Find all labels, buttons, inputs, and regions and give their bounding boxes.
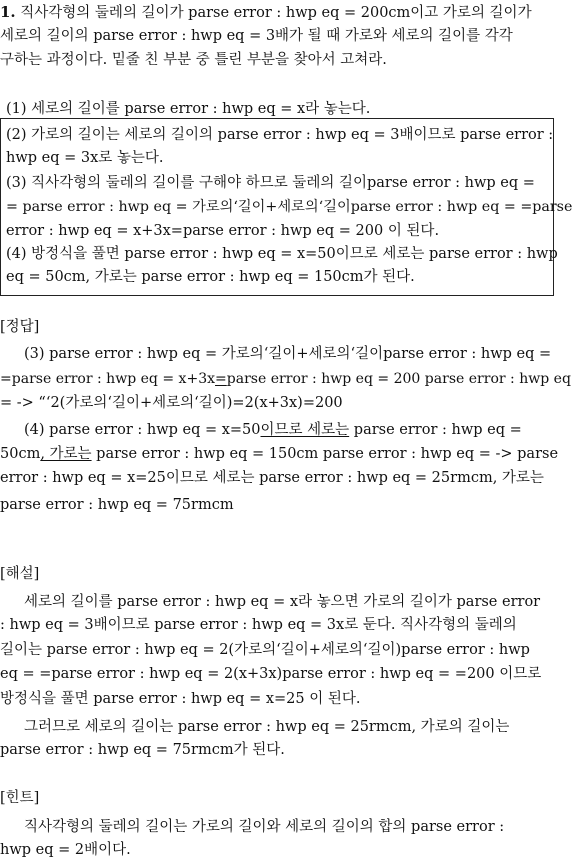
question-line-1 — [0, 1, 532, 24]
underlined-part: , 가로는 — [40, 446, 92, 462]
question-line-3: 구하는 과정이다. 밑줄 친 부분 중 틀린 부분을 찾아서 고쳐라. — [0, 52, 387, 68]
box-line-6: error : hwp eq = x+3x=parse error : hwp eq = 200 이 된다. — [6, 223, 440, 239]
explanation-line-6: 그러므로 세로의 길이는 parse error : hwp eq = 25rmcm, 가로의 길이는 — [24, 719, 510, 735]
explanation-line-2: : hwp eq = 3배이므로 parse error : hwp eq = 3x로 둔다. 직사각형의 둘레의 — [0, 617, 517, 633]
explanation-heading: [해설] — [0, 566, 40, 582]
explanation-line-7: parse error : hwp eq = 75rmcm가 된다. — [0, 742, 285, 758]
box-line-2: (2) 가로의 길이는 세로의 길이의 parse error : hwp eq = 3배이므로 parse error : — [6, 127, 554, 143]
box-line-8: eq = 50cm, 가로는 parse error : hwp eq = 150cm가 된다. — [6, 269, 415, 285]
underlined-part: 이므로 세로는 — [260, 422, 350, 438]
question-text: 직사각형의 둘레의 길이가 parse error : hwp eq = 200cm이고 가로의 길이가 — [20, 5, 532, 21]
hint-line-2: hwp eq = 2배이다. — [0, 842, 131, 858]
hint-line-1: 직사각형의 둘레의 길이는 가로의 길이와 세로의 길이의 합의 parse error : — [24, 819, 505, 835]
explanation-line-1: 세로의 길이를 parse error : hwp eq = x라 놓으면 가로의 길이가 parse error — [24, 594, 541, 610]
underlined-part: = — [215, 371, 227, 387]
explanation-line-3: 길이는 parse error : hwp eq = 2(가로의‘길이+세로의‘길이)parse error : hwp — [0, 642, 530, 658]
answer-line-4: (4) parse error : hwp eq = x=50이므로 세로는 parse error : hwp eq = — [24, 422, 522, 438]
box-line-1: (1) 세로의 길이를 parse error : hwp eq = x라 놓는다. — [6, 101, 371, 117]
answer-line-7: parse error : hwp eq = 75rmcm — [0, 497, 234, 513]
answer-line-6: error : hwp eq = x=25이므로 세로는 parse error : hwp eq = 25rmcm, 가로는 — [0, 470, 544, 486]
box-line-4: (3) 직사각형의 둘레의 길이를 구해야 하므로 둘레의 길이parse error : hwp eq = — [6, 175, 535, 191]
answer-line-3: = -> “‘2(가로의‘길이+세로의‘길이)=2(x+3x)=200 — [0, 395, 343, 411]
answer-line-1: (3) parse error : hwp eq = 가로의‘길이+세로의‘길이parse error : hwp eq = — [24, 346, 552, 362]
box-line-7: (4) 방정식을 풀면 parse error : hwp eq = x=50이므로 세로는 parse error : hwp — [6, 246, 558, 262]
answer-line-2: =parse error : hwp eq = x+3x=parse error : hwp eq = 200 parse error : hwp eq — [0, 371, 571, 387]
question-number: 1. — [0, 3, 16, 21]
answer-line-5: 50cm, 가로는 parse error : hwp eq = 150cm parse error : hwp eq = -> parse — [0, 446, 559, 462]
explanation-line-5: 방정식을 풀면 parse error : hwp eq = x=25 이 된다. — [0, 691, 361, 707]
answer-heading: [정답] — [0, 319, 40, 335]
question-line-2: 세로의 길이의 parse error : hwp eq = 3배가 될 때 가로와 세로의 길이를 각각 — [0, 28, 513, 44]
box-line-3: hwp eq = 3x로 놓는다. — [6, 150, 164, 166]
explanation-line-4: eq = =parse error : hwp eq = 2(x+3x)parse error : hwp eq = =200 이므로 — [0, 666, 542, 682]
box-line-5: = parse error : hwp eq = 가로의‘길이+세로의‘길이parse error : hwp eq = =parse — [6, 199, 573, 215]
hint-heading: [힌트] — [0, 790, 40, 806]
